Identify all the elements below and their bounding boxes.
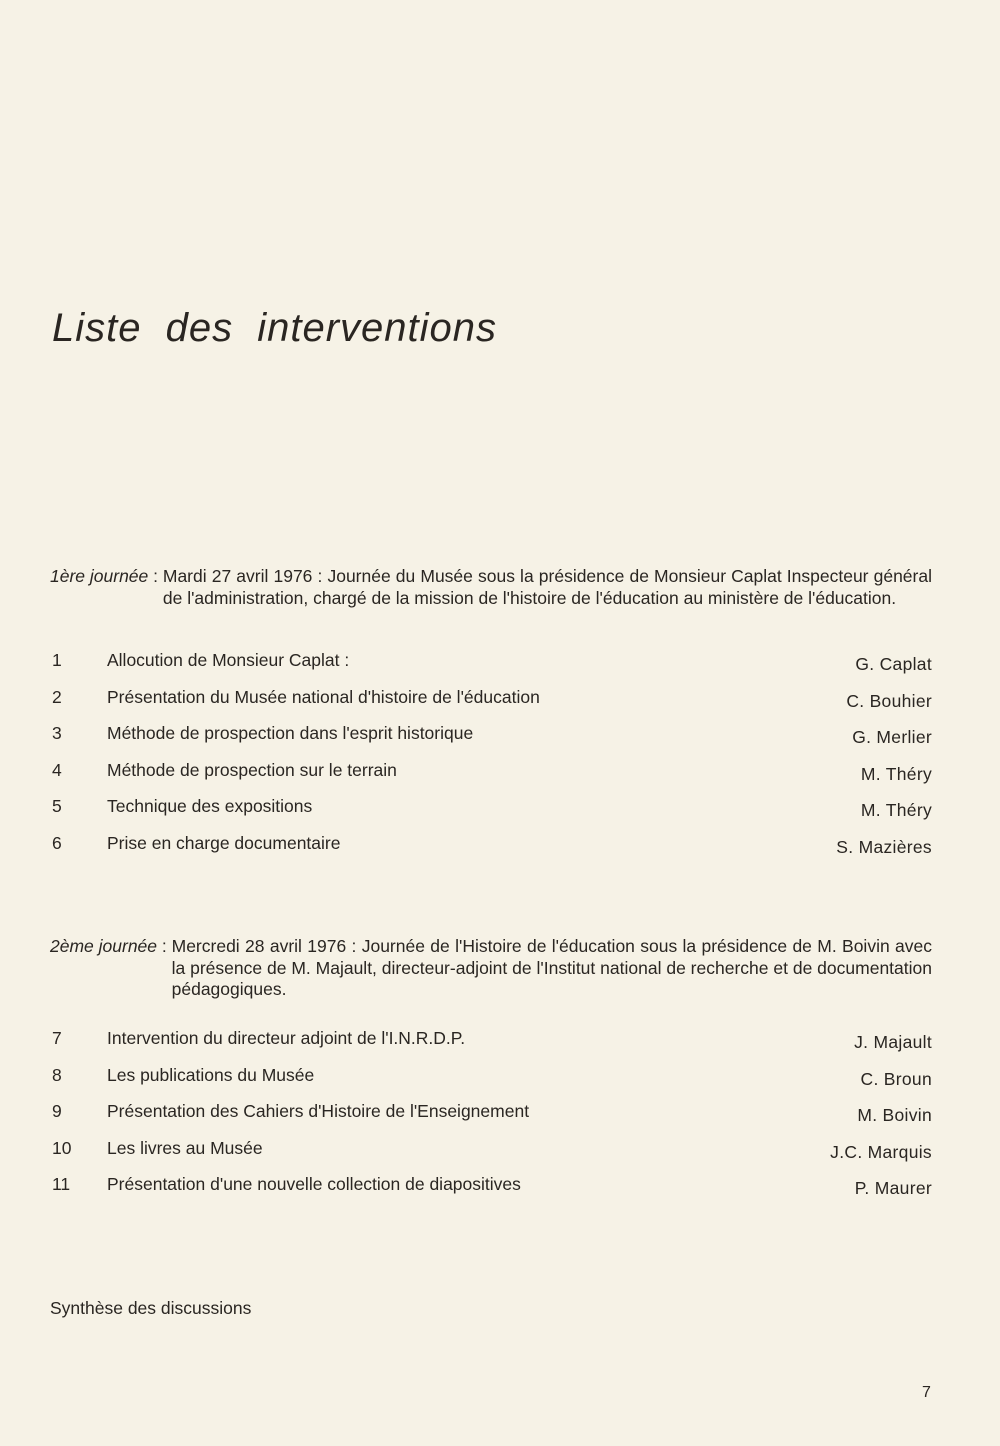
talk-speaker: M. Théry [860, 763, 932, 784]
talk-title: Prise en charge documentaire [107, 832, 341, 853]
day1-description: Mardi 27 avril 1976 : Journée du Musée sous la présidence de Monsieur Caplat Inspecteur général de l'administration, chargé de la mission de l'histoire de l'éducation au ministère de l'éducation. [162, 566, 932, 608]
talk-row [50, 796, 932, 833]
talk-number: 11 [52, 1174, 71, 1194]
talk-number: 3 [52, 723, 62, 743]
talk-speaker: P. Maurer [854, 1178, 932, 1198]
talk-title: Les publications du Musée [107, 1064, 315, 1085]
talk-row [50, 833, 932, 870]
talk-number: 7 [52, 1028, 62, 1048]
talk-speaker: M. Boivin [857, 1105, 932, 1125]
talk-speaker: M. Théry [860, 800, 932, 820]
talk-speaker: C. Broun [860, 1068, 932, 1089]
talk-speaker: G. Caplat [855, 654, 932, 674]
day1-separator: : [148, 566, 163, 586]
day2-talk-list [50, 1028, 932, 1211]
talk-number: 10 [52, 1137, 72, 1158]
page-number: 7 [922, 1384, 931, 1401]
talk-number: 2 [52, 686, 62, 707]
talk-row [50, 1028, 932, 1065]
talk-speaker: G. Merlier [852, 727, 932, 747]
talk-title: Méthode de prospection dans l'esprit historique [107, 723, 474, 743]
talk-title: Présentation d'une nouvelle collection de diapositives [107, 1174, 521, 1194]
talk-title: Méthode de prospection sur le terrain [107, 759, 397, 780]
day2-separator: : [157, 936, 172, 956]
talk-number: 8 [52, 1064, 62, 1085]
talk-speaker: J.C. Marquis [830, 1141, 932, 1162]
talk-row [50, 1065, 932, 1102]
talk-row [50, 760, 932, 797]
day1-label: 1ère journée [50, 566, 149, 586]
talk-title: Présentation du Musée national d'histoire de l'éducation [107, 686, 540, 707]
day2-description: Mercredi 28 avril 1976 : Journée de l'Histoire de l'éducation sous la présidence de M. Boivin avec la présence de M. Majault, directeur-adjoint de l'Institut national de recherche et de documentation pédagogiques. [171, 936, 932, 999]
talk-speaker: C. Bouhier [846, 690, 932, 711]
talk-row [50, 1138, 932, 1175]
talk-row [50, 650, 932, 687]
talk-number: 6 [52, 832, 62, 853]
talk-title: Intervention du directeur adjoint de l'I.N.R.D.P. [107, 1028, 466, 1048]
talk-row [50, 687, 932, 724]
day2-intro [50, 936, 932, 1001]
talk-title: Technique des expositions [107, 796, 313, 816]
talk-title: Allocution de Monsieur Caplat : [107, 650, 350, 670]
talk-row [50, 1101, 932, 1138]
page-title: Liste des interventions [52, 306, 498, 350]
talk-number: 1 [52, 650, 62, 670]
talk-title: Présentation des Cahiers d'Histoire de l'Enseignement [107, 1101, 530, 1121]
talk-number: 4 [52, 759, 62, 780]
talk-row [50, 723, 932, 760]
day1-talk-list [50, 650, 932, 869]
talk-number: 9 [52, 1101, 62, 1121]
talk-speaker: J. Majault [854, 1032, 932, 1052]
day1-intro [50, 566, 932, 609]
talk-title: Les livres au Musée [107, 1137, 263, 1158]
talk-number: 5 [52, 796, 62, 816]
talk-speaker: S. Mazières [836, 836, 932, 857]
synthesis-heading: Synthèse des discussions [50, 1298, 252, 1318]
talk-row [50, 1174, 932, 1211]
day2-label: 2ème journée [50, 936, 158, 956]
